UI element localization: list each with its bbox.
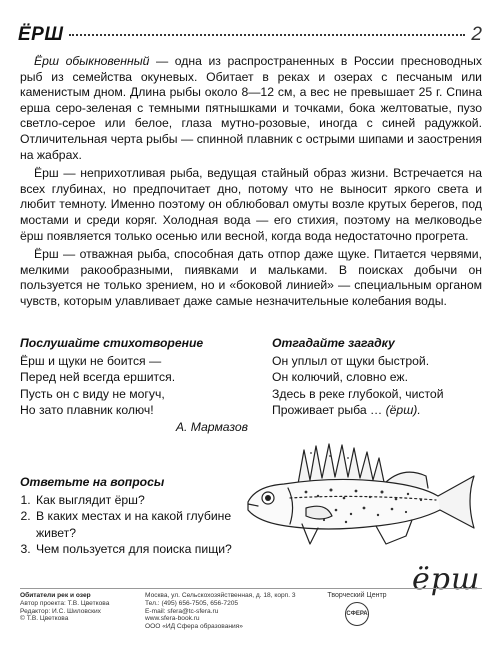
footer-contact-line: www.sfera-book.ru <box>145 615 200 623</box>
intro-paragraph-1: Ёрш обыкновенный — одна из распространенных в России пресноводных рыб из семейства окуневых. Обитает в реках и озерах с песчаным или каменистым дном. Длина рыбы около 8—12 см, а вес не превышает 25 г. Спина ерша серо-зеленая с темными пятнышками и точками, бока желтоватые, пузо светло-серое или белое, глаза мутно-розовые, иногда с синей радужкой. Отличительная черта рыбы — спинной плавник с острыми шипами и заострения на жабрах. <box>20 54 482 162</box>
riddle-answer: (ёрш). <box>385 403 421 417</box>
fish-illustration-icon <box>236 436 482 556</box>
questions-heading: Ответьте на вопросы <box>20 475 165 489</box>
question-item: 1. Как выглядит ёрш? <box>34 492 250 508</box>
footer-contact-line: E-mail: sfera@tc-sfera.ru <box>145 607 219 615</box>
riddle-section <box>272 335 492 419</box>
footer-credits <box>20 592 140 631</box>
species-name: Ёрш обыкновенный <box>34 54 150 68</box>
intro-text <box>20 54 482 313</box>
poem-line: Но зато плавник колюч! <box>20 403 154 417</box>
riddle-line: Здесь в реке глубокой, чистой <box>272 386 444 401</box>
poem-line: Ёрш и щуки не боится — <box>20 353 162 368</box>
poem-section <box>20 335 260 435</box>
logo-text: Творческий Центр <box>327 592 387 599</box>
riddle-line: Он уплыл от щуки быстрой. <box>272 353 430 368</box>
fish-name-script: ёрш <box>412 562 481 597</box>
page-header <box>18 24 482 46</box>
riddle-line: Он колючий, словно еж. <box>272 370 408 384</box>
publisher-logo <box>325 592 389 631</box>
header-dotted-leader <box>69 34 465 36</box>
page-footer <box>20 588 482 631</box>
questions-section <box>20 474 250 557</box>
poem-author: А. Мармазов <box>175 419 248 434</box>
logo-mark-icon: СФЕРА <box>345 602 369 626</box>
footer-contact-line: Москва, ул. Сельскохозяйственная, д. 18, корп. 3 <box>145 592 296 599</box>
footer-series: Обитатели рек и озер <box>20 592 91 599</box>
footer-contacts <box>145 592 315 631</box>
riddle-heading: Отгадайте загадку <box>272 336 395 350</box>
page-number: 2 <box>471 24 482 45</box>
footer-credit-line: Редактор: И.С. Шиловских <box>20 607 101 615</box>
footer-contact-line: ООО «ИД Сфера образования» <box>145 623 243 631</box>
questions-list <box>20 492 250 557</box>
footer-contact-line: Тел.: (495) 656-7505, 656-7205 <box>145 599 239 607</box>
page-title: ЁРШ <box>18 24 64 45</box>
poem-heading: Послушайте стихотворение <box>20 336 204 350</box>
footer-credit-line: © Т.В. Цветкова <box>20 615 69 623</box>
poem-line: Перед ней всегда ершится. <box>20 370 176 384</box>
footer-credit-line: Автор проекта: Т.В. Цветкова <box>20 599 110 607</box>
poem-line: Пусть он с виду не могуч, <box>20 386 165 401</box>
riddle-line: Проживает рыба … (ёрш). <box>272 403 421 417</box>
intro-paragraph-2: Ёрш — неприхотливая рыба, ведущая стайный образ жизни. Встречается на всех глубинах, но предпочитает дно, потому что не выносит яркого света и любит темноту. Именно поэтому он облюбовал омуты возле крутых берегов, под мостами и среди коряг. Холодная вода — его стихия, поэтому на мелководье ёрш появляется только осенью или весной, когда вода недостаточно прогрета. <box>20 166 482 243</box>
intro-paragraph-3: Ёрш — отважная рыба, способная дать отпор даже щуке. Питается червями, мелкими ракообразными, пиявками и мальками. В поисках добычи он пользуется не только зрением, но и «боковой линией» — специальным органом чувств, которым улавливает даже самые незначительные колебания воды. <box>20 247 482 308</box>
question-item: 2. В каких местах и на какой глубине живет? <box>34 508 250 540</box>
question-item: 3. Чем пользуется для поиска пищи? <box>34 541 250 557</box>
